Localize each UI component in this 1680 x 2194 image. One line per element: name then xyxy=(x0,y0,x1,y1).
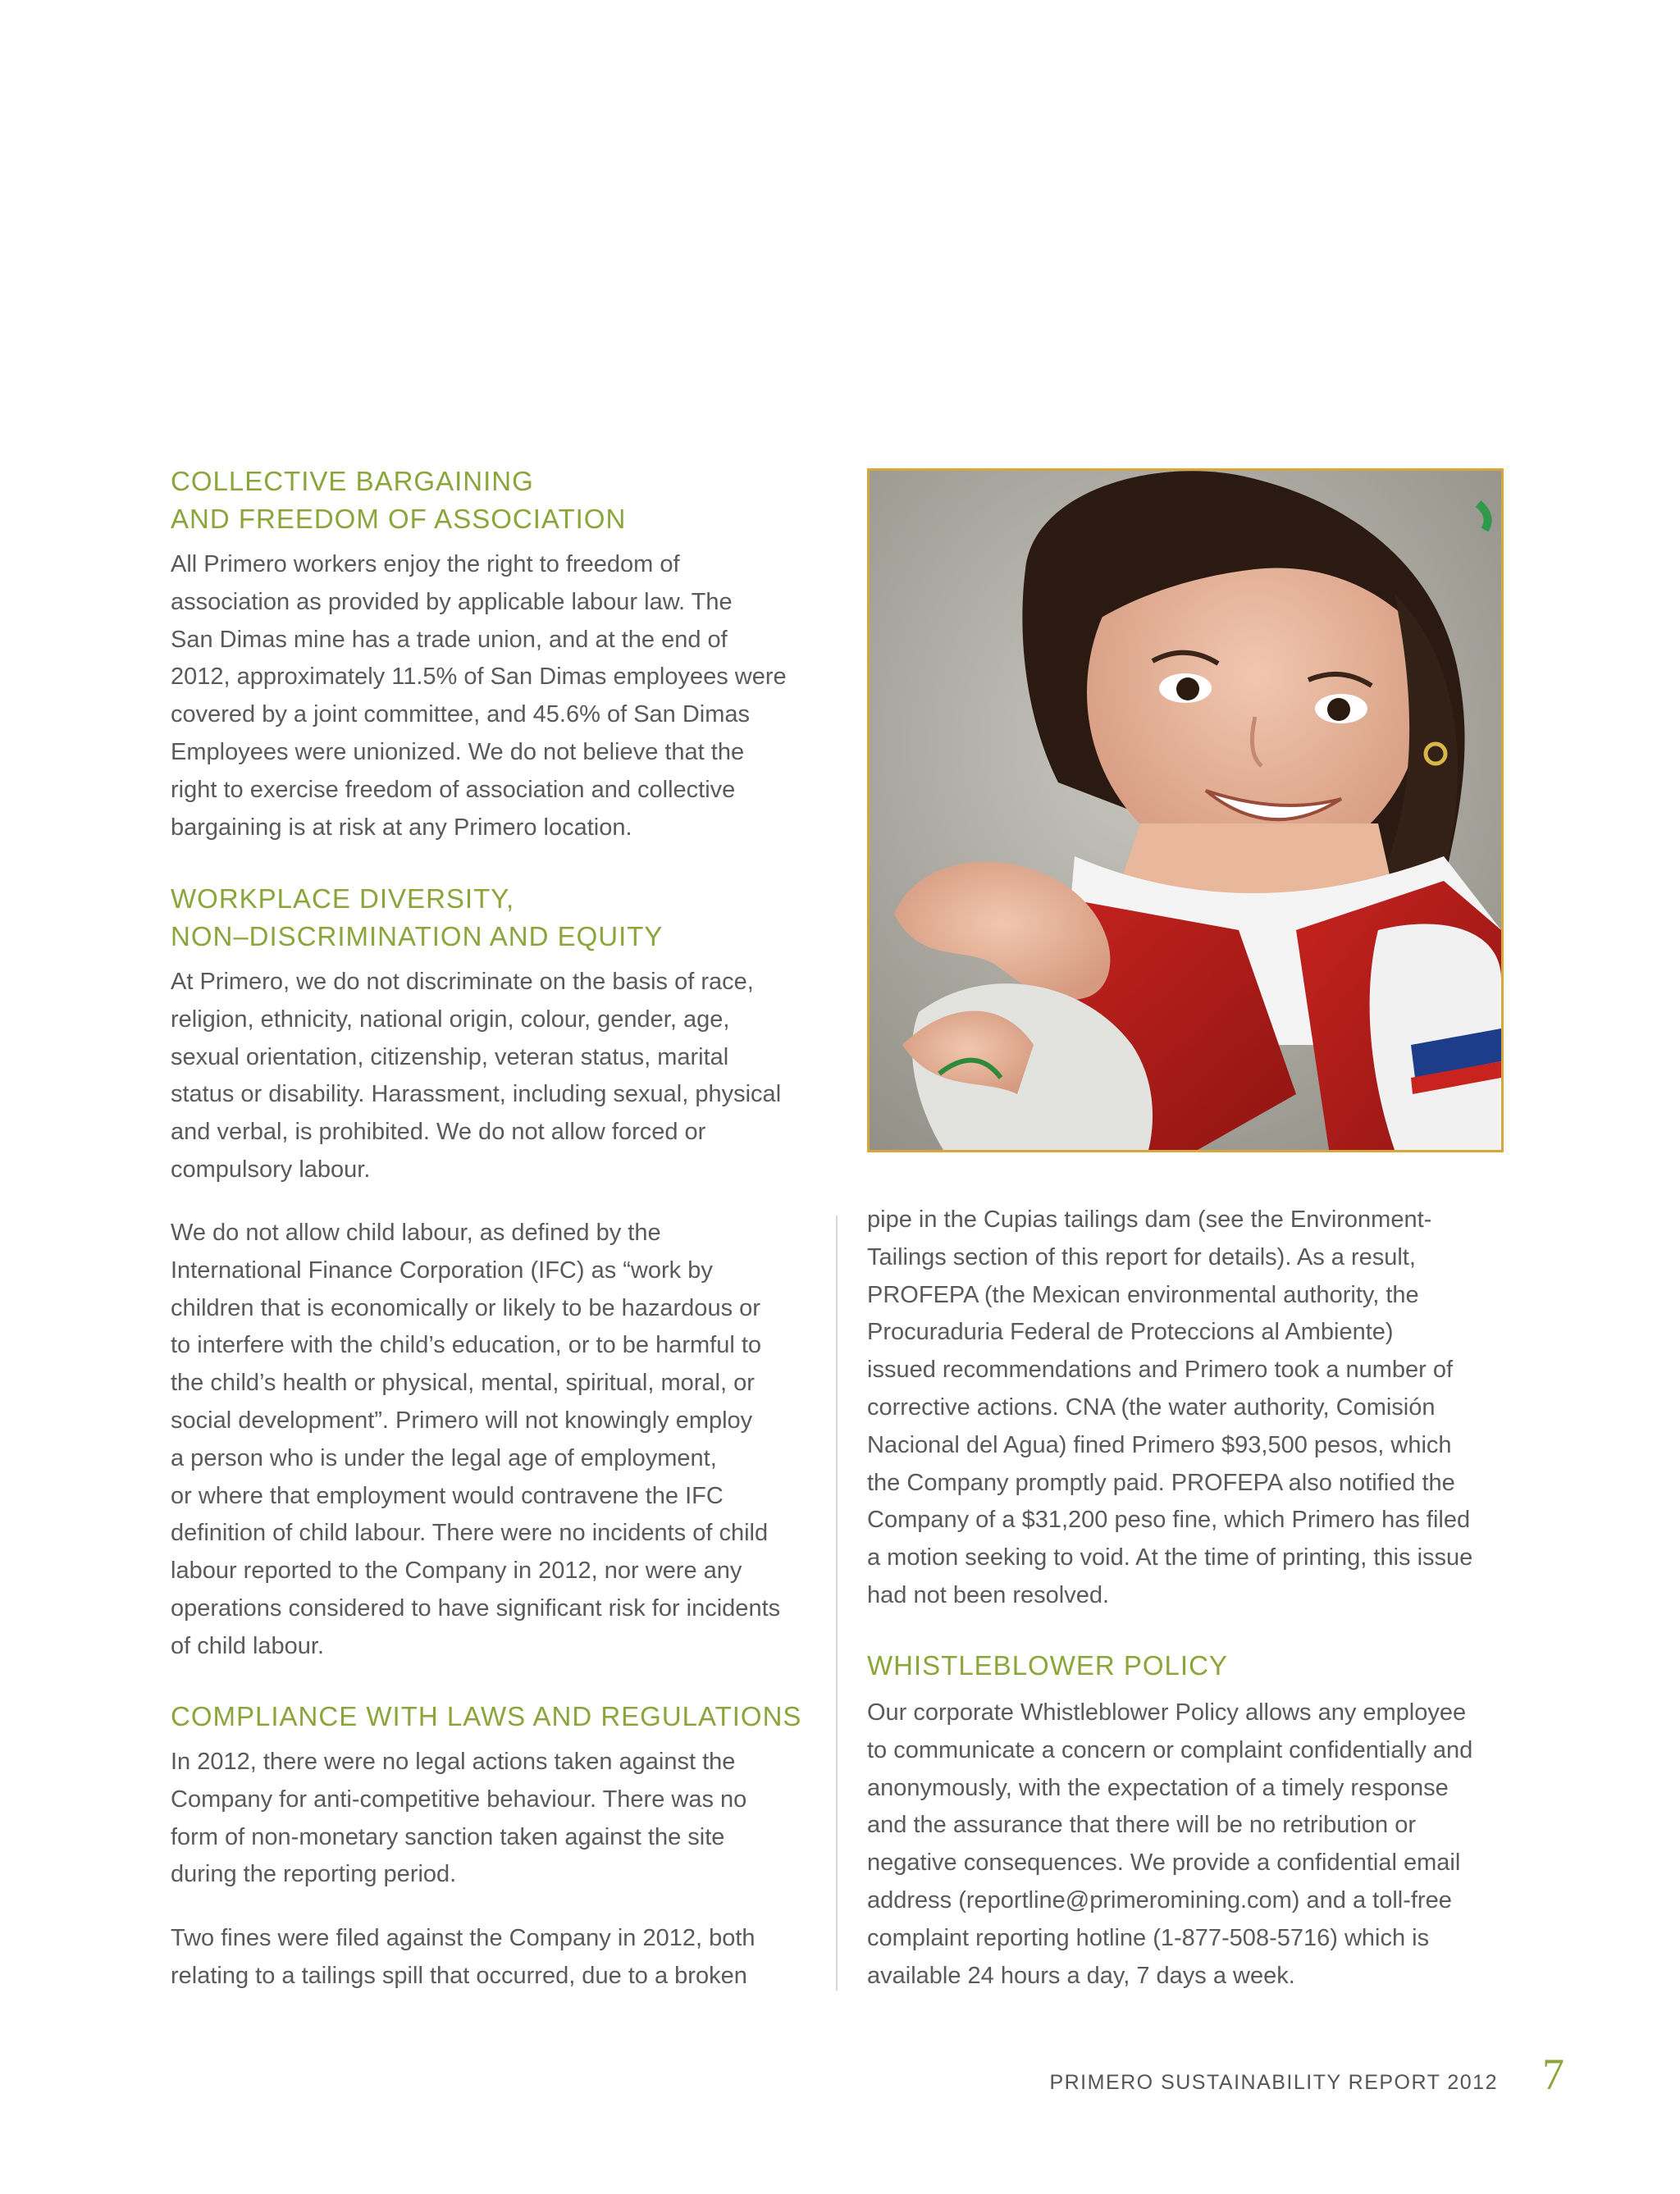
whistleblower-heading: WHISTLEBLOWER POLICY xyxy=(867,1650,1228,1681)
fines-body: Two fines were filed against the Company in 2012, both relating to a tailings spill that occurred, due to a broken xyxy=(171,1925,756,1989)
collective-bargaining-heading: COLLECTIVE BARGAINING AND FREEDOM OF ASSOCIATION xyxy=(171,466,627,534)
workplace-diversity-body: At Primero, we do not discriminate on the basis of race, religion, ethnicity, national origin, colour, gender, age, sexual orientation, citizenship, veteran status, marital status or disability. Harassment, including sexual, physical and verbal, is prohibited. We do not allow forced or compulsory labour. xyxy=(171,969,782,1183)
child-photo-illustration xyxy=(870,471,1501,1150)
whistleblower-body: Our corporate Whistleblower Policy allows any employee to communicate a concern or complaint confidentially and anonymously, with the expectation of a timely response and the assurance that there will be no retribution or negative consequences. We provide a confidential email address (reportline@primeromining.com) and a toll-free complaint reporting hotline (1-877-508-5716) which is available 24 hours a day, 7 days a week. xyxy=(867,1699,1473,1989)
child-photo xyxy=(867,468,1504,1152)
compliance-body: In 2012, there were no legal actions taken against the Company for anti-competitive behaviour. There was no form of non-monetary sanction taken against the site during the reporting period. xyxy=(171,1749,747,1888)
report-title-footer: PRIMERO SUSTAINABILITY REPORT 2012 xyxy=(1049,2071,1498,2094)
column-divider xyxy=(836,1216,838,1991)
workplace-diversity-heading: WORKPLACE DIVERSITY, NON–DISCRIMINATION AND EQUITY xyxy=(171,883,664,951)
compliance-heading: COMPLIANCE WITH LAWS AND REGULATIONS xyxy=(171,1701,802,1731)
page-number: 7 xyxy=(1542,2050,1564,2099)
collective-bargaining-body: All Primero workers enjoy the right to freedom of association as provided by applicable labour law. The San Dimas mine has a trade union, and at the end of 2012, approximately 11.5% of San Dimas employees were covered by a joint committee, and 45.6% of San Dimas Employees were unionized. We do not believe that the right to exercise freedom of association and collective bargaining is at risk at any Primero location. xyxy=(171,551,787,841)
fines-continued-body: pipe in the Cupias tailings dam (see the Environment- Tailings section of this report for details). As a result, PROFEPA (the Mexican environmental authority, the Procuraduria Federal de Proteccions al Ambiente) issued recommendations and Primero took a number of corrective actions. CNA (the water authority, Comisión Nacional del Agua) fined Primero $93,500 pesos, which the Company promptly paid. PROFEPA also notified the Company of a $31,200 peso fine, which Primero has filed a motion seeking to void. At the time of printing, this issue had not been resolved. xyxy=(867,1206,1473,1608)
child-labour-body: We do not allow child labour, as defined by the International Finance Corporation (IFC) as “work by children that is economically or likely to be hazardous or to interfere with the child’s education, or to be harmful to the child’s health or physical, mental, spiritual, moral, or social development”. Primero will not knowingly employ a person who is under the legal age of employment, or where that employment would contravene the IFC definition of child labour. There were no incidents of child labour reported to the Company in 2012, nor were any operations considered to have significant risk for incidents of child labour. xyxy=(171,1220,781,1659)
